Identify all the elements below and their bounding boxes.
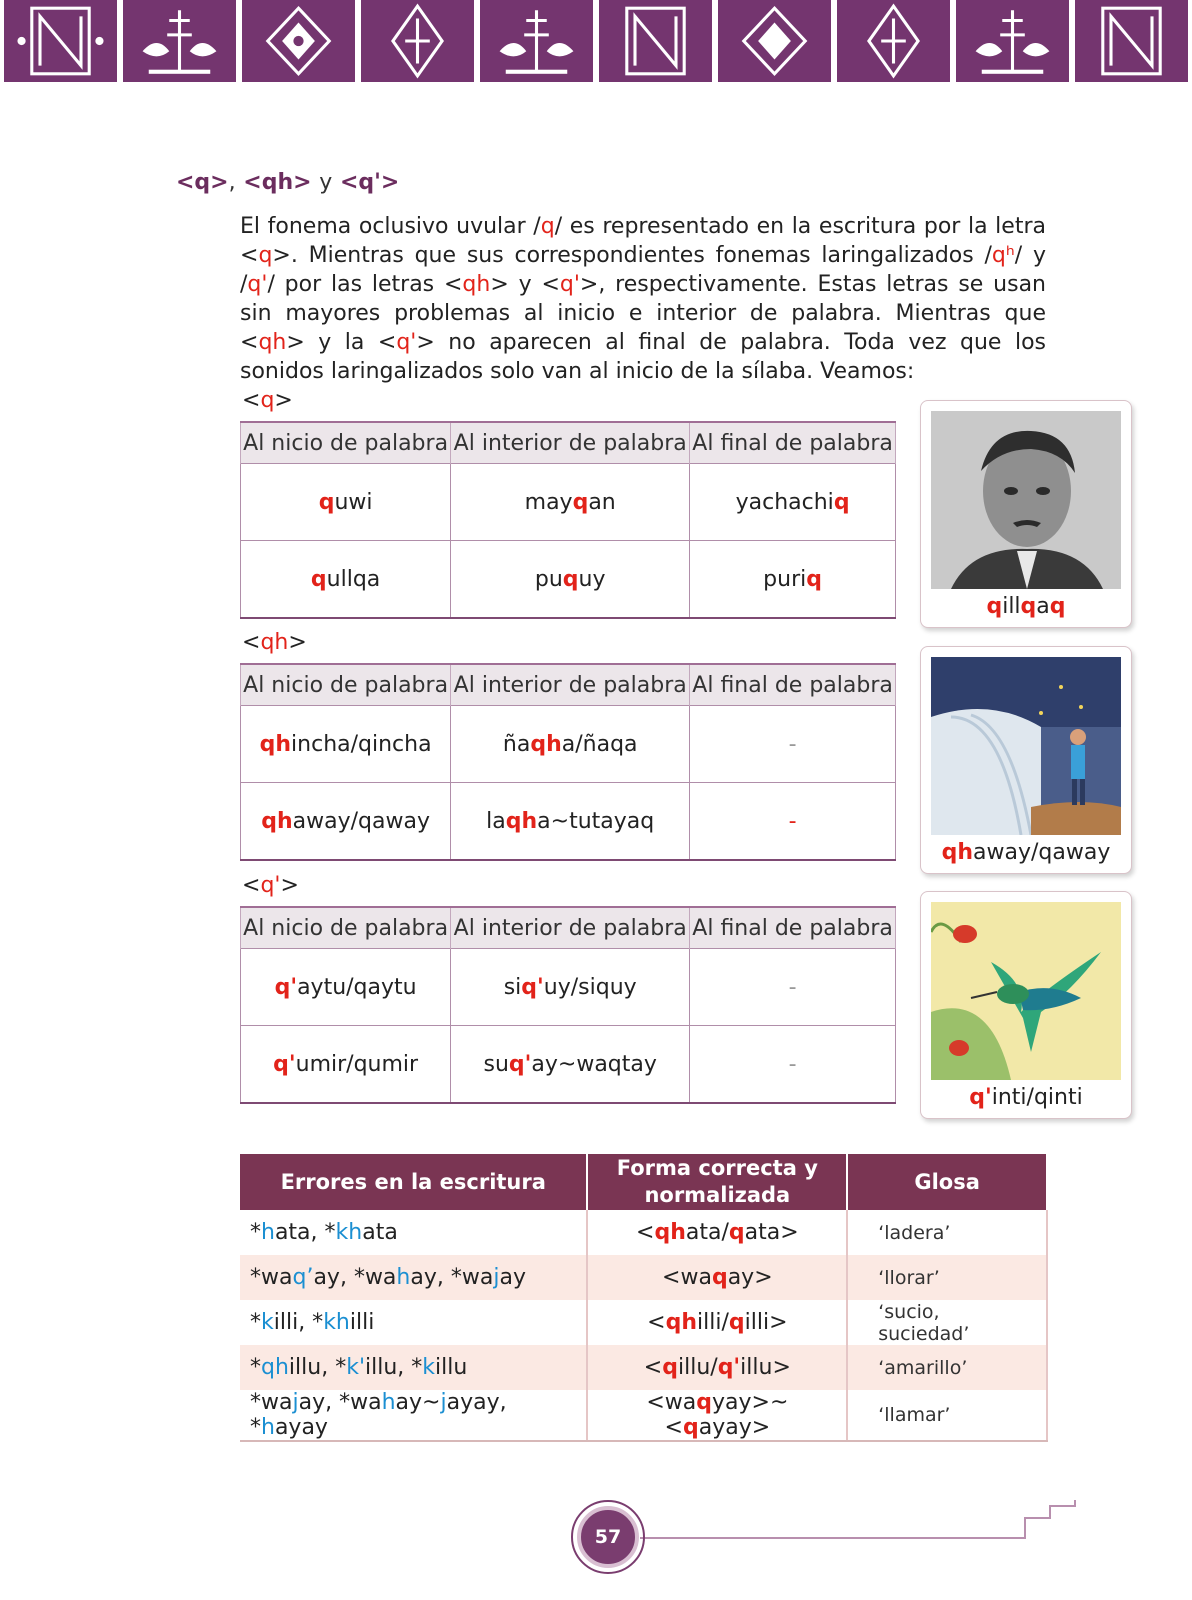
table-qh-label: [242, 630, 307, 655]
decorative-banner: [0, 0, 1192, 84]
text-segment: *wa: [250, 1265, 293, 1290]
text-segment: q: [260, 388, 275, 413]
hummingbird-illustration-icon: [931, 902, 1121, 1080]
text-segment: ata>: [744, 1220, 799, 1245]
text-segment: a: [1036, 594, 1050, 619]
text-segment: uy: [578, 566, 606, 592]
waterfall-illustration-icon: [931, 657, 1121, 835]
table-cell: [451, 783, 690, 861]
text-segment: -: [788, 1051, 797, 1077]
table-cell: [690, 783, 896, 861]
table-q-label: [242, 388, 293, 413]
text-segment: q': [969, 1085, 992, 1110]
text-segment: *wa: [250, 1390, 293, 1415]
text-segment: qh: [654, 1220, 686, 1245]
table-cell: [690, 541, 896, 619]
table-cell: [241, 1026, 451, 1104]
text-segment: q': [508, 1051, 532, 1077]
table-cell: [690, 1026, 896, 1104]
text-segment: -: [788, 731, 797, 757]
text-segment: a~tutayaq: [537, 808, 655, 834]
text-segment: ayay: [274, 1415, 328, 1440]
text-segment: <: [636, 1220, 655, 1245]
text-segment: q: [833, 489, 850, 515]
text-segment: umir/qumir: [295, 1051, 419, 1077]
text-segment: kh: [335, 1220, 363, 1245]
text-segment: illi>: [744, 1310, 788, 1335]
text-segment: illi: [349, 1310, 375, 1335]
text-segment: -: [788, 974, 797, 1000]
text-segment: ayay, *: [250, 1390, 507, 1440]
text-segment: j: [292, 1390, 299, 1415]
correct-cell: [587, 1300, 847, 1345]
text-segment: kh: [323, 1310, 350, 1335]
banner-tile-temple-icon: [718, 0, 831, 82]
table-row: [240, 1345, 1047, 1390]
table-qp-label: [242, 873, 299, 898]
table-row: [241, 783, 896, 861]
section-heading: [176, 170, 399, 195]
text-segment: an: [588, 489, 616, 515]
header-initial: Al nicio de palabra: [241, 422, 451, 464]
header-final: Al final de palabra: [690, 422, 896, 464]
text-segment: q: [806, 566, 822, 592]
header-initial: Al nicio de palabra: [241, 907, 451, 949]
text-segment: illu/: [677, 1355, 718, 1380]
header-interior: Al interior de palabra: [451, 907, 690, 949]
table-cell: [241, 541, 451, 619]
header-gloss: Glosa: [847, 1154, 1047, 1210]
text-segment: q: [986, 594, 1003, 619]
text-segment: ay, *wa: [410, 1265, 494, 1290]
text-segment: ay~: [395, 1390, 441, 1415]
text-segment: qh: [261, 808, 293, 834]
table-cell: [451, 541, 690, 619]
table-cell: [451, 1026, 690, 1104]
intro-paragraph: [240, 212, 1046, 386]
table-row: [240, 1255, 1047, 1300]
text-segment: / es representado en la escritura por la letra <: [240, 214, 1046, 268]
text-segment: qh: [462, 272, 491, 297]
table-row: [241, 464, 896, 541]
heading-qh: <qh>: [243, 170, 312, 195]
heading-conjunction: y: [319, 170, 333, 195]
text-segment: q': [273, 1051, 296, 1077]
table-cell: [451, 464, 690, 541]
text-segment: qh: [941, 840, 974, 865]
text-segment: > y <: [490, 272, 560, 297]
page-number: 57: [577, 1506, 639, 1568]
text-segment: aytu/qaytu: [297, 974, 417, 1000]
text-segment: >: [280, 873, 299, 898]
errors-header-row: [240, 1154, 1047, 1210]
text-segment: away/qaway: [973, 840, 1111, 865]
text-segment: inti/qinti: [991, 1085, 1083, 1110]
text-segment: <: [643, 1355, 663, 1380]
text-segment: ay~waqtay: [531, 1051, 657, 1077]
text-segment: <wa: [662, 1265, 712, 1290]
text-segment: illu>: [740, 1355, 791, 1380]
text-segment: El fonema oclusivo uvular /: [240, 214, 541, 239]
portrait-caption: [921, 594, 1131, 619]
text-segment: -: [788, 808, 797, 834]
text-segment: *: [250, 1310, 261, 1335]
text-segment: <: [647, 1310, 666, 1335]
text-segment: si: [503, 974, 522, 1000]
text-segment: >: [274, 388, 293, 413]
text-segment: illu, *: [288, 1355, 347, 1380]
heading-separator: ,: [228, 170, 236, 195]
table-row: [240, 1300, 1047, 1345]
banner-tile-geometric-icon: [599, 0, 712, 82]
text-segment: q: [662, 1355, 678, 1380]
table-header-row: [241, 664, 896, 706]
gloss-cell: ‘amarillo’: [847, 1345, 1047, 1390]
error-cell: [240, 1300, 587, 1345]
text-segment: ay, *wa: [313, 1265, 397, 1290]
error-cell: [240, 1255, 587, 1300]
text-segment: q': [274, 974, 298, 1000]
text-segment: q: [1049, 594, 1066, 619]
text-segment: k: [422, 1355, 436, 1380]
text-segment: j: [440, 1390, 447, 1415]
gloss-cell: ‘ladera’: [847, 1210, 1047, 1255]
text-segment: qh: [260, 630, 289, 655]
header-final: Al final de palabra: [690, 907, 896, 949]
banner-tile-diamond-icon: [361, 0, 474, 82]
text-segment: q': [247, 272, 268, 297]
text-segment: illu, *: [365, 1355, 423, 1380]
correct-cell: [587, 1390, 847, 1441]
text-segment: su: [483, 1051, 509, 1077]
correct-cell: [587, 1255, 847, 1300]
text-segment: h: [381, 1390, 396, 1415]
table-cell: [241, 949, 451, 1026]
text-segment: a/ñaqa: [561, 731, 638, 757]
errors-table: [240, 1154, 1048, 1442]
table-qh: [240, 663, 896, 861]
table-header-row: [241, 907, 896, 949]
text-segment: h: [261, 1415, 275, 1440]
text-segment: q: [728, 1310, 745, 1335]
text-segment: qh: [261, 1355, 289, 1380]
banner-tile-diamond-icon: [837, 0, 950, 82]
header-final: Al final de palabra: [690, 664, 896, 706]
text-segment: yay>~<: [664, 1390, 789, 1440]
heading-qp: <q'>: [339, 170, 400, 195]
text-segment: j: [493, 1265, 500, 1290]
gloss-cell: ‘llorar’: [847, 1255, 1047, 1300]
text-segment: >: [288, 630, 307, 655]
text-segment: <: [242, 388, 261, 413]
text-segment: / por las letras <: [267, 272, 463, 297]
text-segment: la: [486, 808, 506, 834]
text-segment: <wa: [646, 1390, 697, 1415]
table-cell: [690, 706, 896, 783]
table-row: [241, 541, 896, 619]
banner-tile-birds-icon: [123, 0, 236, 82]
text-segment: may: [524, 489, 573, 515]
correct-cell: [587, 1345, 847, 1390]
table-q: [240, 421, 896, 619]
text-segment: away/qaway: [292, 808, 430, 834]
text-segment: uwi: [334, 489, 373, 515]
text-segment: <: [242, 873, 261, 898]
table-cell: [241, 783, 451, 861]
text-segment: q: [711, 1265, 728, 1290]
table-cell: [241, 706, 451, 783]
text-segment: ill: [1002, 594, 1021, 619]
header-initial: Al nicio de palabra: [241, 664, 451, 706]
table-cell: [690, 949, 896, 1026]
text-segment: q: [318, 489, 335, 515]
picture-card-waterfall: [920, 646, 1132, 874]
text-segment: *: [250, 1355, 261, 1380]
error-cell: [240, 1210, 587, 1255]
table-row: [240, 1210, 1047, 1255]
banner-tile-birds-icon: [956, 0, 1069, 82]
text-segment: q: [696, 1390, 712, 1415]
error-cell: [240, 1390, 587, 1441]
picture-card-portrait: [920, 400, 1132, 628]
text-segment: / y /: [240, 243, 1046, 297]
text-segment: >, respectivamente. Estas letras se usan sin mayores problemas al inicio e interior de palabra. Mientras que <: [240, 272, 1047, 355]
table-row: [240, 1390, 1047, 1441]
text-segment: k: [261, 1310, 274, 1335]
table-cell: [690, 464, 896, 541]
portrait-photo-icon: [931, 411, 1121, 589]
text-segment: ayay>: [698, 1415, 771, 1440]
text-segment: qh: [505, 808, 538, 834]
text-segment: yachachi: [735, 489, 834, 515]
text-segment: q: [258, 243, 273, 268]
gloss-cell: ‘llamar’: [847, 1390, 1047, 1441]
text-segment: qh: [530, 731, 562, 757]
text-segment: pu: [534, 566, 563, 592]
text-segment: q': [717, 1355, 741, 1380]
text-segment: ata/: [685, 1220, 729, 1245]
table-row: [241, 1026, 896, 1104]
text-segment: q': [559, 272, 580, 297]
table-header-row: [241, 422, 896, 464]
text-segment: ay, *wa: [298, 1390, 382, 1415]
text-segment: ay: [499, 1265, 526, 1290]
text-segment: q': [396, 330, 417, 355]
table-cell: [451, 949, 690, 1026]
text-segment: q: [682, 1415, 699, 1440]
table-cell: [451, 706, 690, 783]
gloss-cell: ‘sucio, suciedad’: [847, 1300, 1047, 1345]
text-segment: h: [261, 1220, 275, 1245]
table-row: [241, 949, 896, 1026]
hummingbird-caption: [921, 1085, 1131, 1110]
text-segment: q: [310, 566, 327, 592]
text-segment: ay>: [727, 1265, 773, 1290]
text-segment: ata: [362, 1220, 398, 1245]
banner-tile-geometric-icon: [4, 0, 117, 82]
waterfall-caption: [921, 840, 1131, 865]
header-interior: Al interior de palabra: [451, 422, 690, 464]
error-cell: [240, 1345, 587, 1390]
table-cell: [241, 464, 451, 541]
table-qp: [240, 906, 896, 1104]
text-segment: uy/siquy: [543, 974, 637, 1000]
text-segment: q': [260, 873, 281, 898]
text-segment: qʰ: [991, 243, 1015, 268]
text-segment: q’: [292, 1265, 314, 1290]
banner-tile-birds-icon: [480, 0, 593, 82]
banner-tile-geometric-icon: [1075, 0, 1188, 82]
text-segment: > no aparecen al final de palabra. Toda vez que los sonidos laringalizados solo van al inicio de la sílaba. Veamos:: [240, 330, 1046, 384]
text-segment: illi, *: [273, 1310, 324, 1335]
text-segment: puri: [763, 566, 807, 592]
text-segment: q: [562, 566, 579, 592]
picture-card-hummingbird: [920, 891, 1132, 1119]
text-segment: qh: [258, 330, 287, 355]
heading-q: <q>: [176, 170, 229, 195]
text-segment: illu: [435, 1355, 468, 1380]
correct-cell: [587, 1210, 847, 1255]
text-segment: ña: [502, 731, 531, 757]
text-segment: q: [572, 489, 589, 515]
text-segment: ullqa: [326, 566, 381, 592]
banner-tile-temple-icon: [242, 0, 355, 82]
header-correct-form: Forma correcta y normalizada: [587, 1154, 847, 1210]
text-segment: >. Mientras que sus correspondientes fonemas laringalizados /: [272, 243, 992, 268]
text-segment: k': [346, 1355, 365, 1380]
header-interior: Al interior de palabra: [451, 664, 690, 706]
text-segment: incha/qincha: [291, 731, 432, 757]
text-segment: <: [242, 630, 261, 655]
text-segment: illi/: [697, 1310, 729, 1335]
text-segment: q: [728, 1220, 745, 1245]
header-errors: Errores en la escritura: [240, 1154, 587, 1210]
text-segment: ata, *: [274, 1220, 336, 1245]
table-row: [241, 706, 896, 783]
text-segment: q: [540, 214, 555, 239]
text-segment: qh: [665, 1310, 698, 1335]
text-segment: > y la <: [286, 330, 397, 355]
text-segment: q': [521, 974, 544, 1000]
text-segment: q: [1020, 594, 1037, 619]
text-segment: h: [396, 1265, 411, 1290]
text-segment: qh: [259, 731, 292, 757]
text-segment: *: [250, 1220, 261, 1245]
